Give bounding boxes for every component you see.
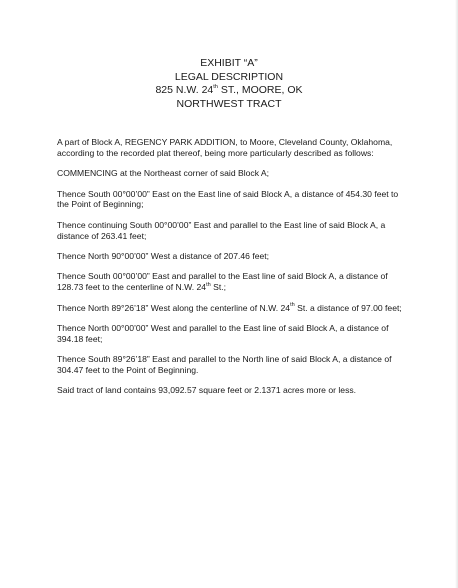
address-post: ST., MOORE, OK — [217, 84, 303, 96]
address-ordinal: th — [213, 84, 218, 90]
description-body — [57, 137, 405, 406]
call-5-pre: Thence North 89°26’18” West along the centerline of N.W. 24 — [57, 302, 291, 313]
paragraph-call-3: Thence North 90°00’00” West a distance of 207.46 feet; — [57, 250, 270, 261]
call-5-ordinal: th — [290, 302, 295, 309]
paragraph-call-5 — [57, 303, 405, 314]
property-address — [0, 84, 458, 98]
address-pre: 825 N.W. 24 — [155, 84, 214, 96]
call-4-post: St.; — [210, 282, 227, 293]
legal-description-title: LEGAL DESCRIPTION — [174, 70, 284, 83]
exhibit-title: EXHIBIT “A” — [200, 57, 258, 69]
paragraph-call-7: Thence South 89°26’18” East and parallel to the North line of said Block A, a distance of 304.47 feet to the Point of Beginning. — [57, 354, 392, 375]
paragraph-call-6: Thence North 00°00’00” West and parallel to the East line of said Block A, a distance of 394.18 feet; — [57, 322, 389, 344]
tract-name: NORTHWEST TRACT — [176, 97, 282, 110]
call-4-pre: Thence South 00°00’00” East and parallel to the East line of said Block A, a distance of 128.73 feet to the centerline of N.W. 24 — [57, 271, 388, 293]
paragraph-call-2: Thence continuing South 00°00’00” East and parallel to the East line of said Block A, a distance of 263.41 feet; — [57, 219, 386, 241]
document-header — [0, 57, 458, 111]
paragraph-call-4 — [57, 271, 405, 293]
call-5-post: St. a distance of 97.00 feet; — [294, 302, 402, 313]
paragraph-commencing: COMMENCING at the Northeast corner of said Block A; — [57, 168, 270, 179]
paragraph-intro: A part of Block A, REGENCY PARK ADDITION, to Moore, Cleveland County, Oklahoma, according to the recorded plat thereof, being more particularly described as follows: — [57, 137, 393, 158]
paragraph-call-1: Thence South 00°00’00” East on the East line of said Block A, a distance of 454.30 feet to the Point of Beginning; — [57, 188, 399, 210]
paragraph-area: Said tract of land contains 93,092.57 square feet or 2.1371 acres more or less. — [57, 385, 357, 396]
call-4-ordinal: th — [206, 281, 211, 288]
